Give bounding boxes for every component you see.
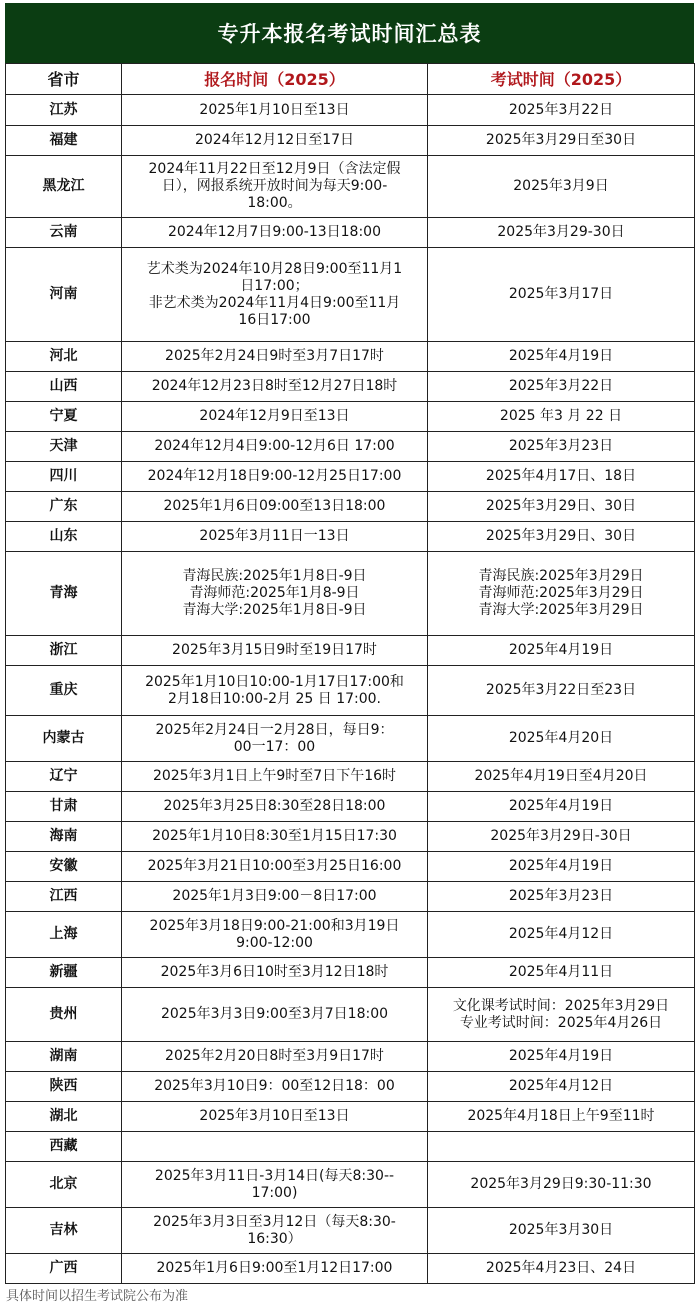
province-cell: 河北 [6,342,122,372]
table-row [6,492,695,522]
registration-cell: 2024年12月7日9:00-13日18:00 [122,218,428,248]
table-row [6,852,695,882]
province-cell: 新疆 [6,958,122,988]
registration-cell: 2024年12月18日9:00-12月25日17:00 [122,462,428,492]
table-row [6,882,695,912]
registration-cell: 2025年3月18日9:00-21:00和3月19日 9:00-12:00 [122,912,428,958]
table-row [6,402,695,432]
exam-cell: 2025年3月29-30日 [428,218,695,248]
exam-cell: 2025 年3 月 22 日 [428,402,695,432]
exam-cell: 2025年3月30日 [428,1208,695,1254]
province-cell: 广西 [6,1254,122,1284]
province-cell: 西藏 [6,1132,122,1162]
table-row [6,912,695,958]
table-row [6,462,695,492]
registration-cell: 2025年3月10日9：00至12日18：00 [122,1072,428,1102]
header-registration: 报名时间（2025） [122,64,428,95]
province-cell: 天津 [6,432,122,462]
exam-cell: 2025年4月19日 [428,852,695,882]
table-row [6,342,695,372]
exam-cell: 2025年4月12日 [428,1072,695,1102]
province-cell: 吉林 [6,1208,122,1254]
header-row [6,64,695,95]
table-body [6,95,695,1284]
registration-cell: 2024年12月9日至13日 [122,402,428,432]
table-row [6,1162,695,1208]
exam-cell: 2025年3月22日 [428,95,695,126]
table-row [6,762,695,792]
table-row [6,95,695,126]
exam-cell: 2025年3月29日至30日 [428,126,695,156]
province-cell: 上海 [6,912,122,958]
registration-cell: 2025年3月10日至13日 [122,1102,428,1132]
exam-cell: 2025年4月19日 [428,636,695,666]
exam-cell: 2025年3月29日、30日 [428,492,695,522]
exam-cell: 2025年4月18日上午9至11时 [428,1102,695,1132]
table-row [6,792,695,822]
registration-cell: 2025年1月6日9:00至1月12日17:00 [122,1254,428,1284]
registration-cell: 2025年1月10日8:30至1月15日17:30 [122,822,428,852]
table-row [6,666,695,716]
province-cell: 甘肃 [6,792,122,822]
table-row [6,372,695,402]
exam-cell: 2025年4月19日至4月20日 [428,762,695,792]
table-row [6,156,695,218]
exam-cell: 2025年3月29日-30日 [428,822,695,852]
exam-cell: 2025年3月22日 [428,372,695,402]
province-cell: 北京 [6,1162,122,1208]
exam-cell: 2025年4月19日 [428,1042,695,1072]
table-row [6,522,695,552]
header-province: 省市 [6,64,122,95]
exam-cell: 2025年4月23日、24日 [428,1254,695,1284]
exam-cell: 2025年4月12日 [428,912,695,958]
registration-cell: 艺术类为2024年10月28日9:00至11月1 日17:00； 非艺术类为2024年11月4日9:00至11月 16日17:00 [122,248,428,342]
province-cell: 江西 [6,882,122,912]
exam-cell: 2025年4月20日 [428,716,695,762]
table-row [6,218,695,248]
exam-cell: 2025年3月9日 [428,156,695,218]
exam-cell [428,1132,695,1162]
table-row [6,636,695,666]
province-cell: 山东 [6,522,122,552]
registration-cell: 2025年1月6日09:00至13日18:00 [122,492,428,522]
province-cell: 青海 [6,552,122,636]
table-row [6,822,695,852]
table-row [6,988,695,1042]
province-cell: 安徽 [6,852,122,882]
exam-cell: 文化课考试时间：2025年3月29日 专业考试时间：2025年4月26日 [428,988,695,1042]
table-row [6,1042,695,1072]
table-row [6,432,695,462]
registration-cell: 2024年12月23日8时至12月27日18时 [122,372,428,402]
registration-cell: 2025年2月24日一2月28日，每日9： 00一17：00 [122,716,428,762]
table-row [6,552,695,636]
table-row [6,958,695,988]
exam-cell: 2025年4月19日 [428,342,695,372]
registration-cell: 2025年3月1日上午9时至7日下午16时 [122,762,428,792]
registration-cell: 2025年1月10日至13日 [122,95,428,126]
registration-cell: 2025年2月24日9时至3月7日17时 [122,342,428,372]
exam-cell: 2025年4月17日、18日 [428,462,695,492]
table-row [6,1208,695,1254]
registration-cell: 2025年3月6日10时至3月12日18时 [122,958,428,988]
exam-cell: 2025年3月29日9:30-11:30 [428,1162,695,1208]
registration-cell [122,1132,428,1162]
province-cell: 浙江 [6,636,122,666]
registration-cell: 2025年3月3日至3月12日（每天8:30- 16:30） [122,1208,428,1254]
exam-cell: 2025年3月23日 [428,882,695,912]
province-cell: 贵州 [6,988,122,1042]
header-exam: 考试时间（2025） [428,64,695,95]
province-cell: 云南 [6,218,122,248]
exam-cell: 2025年3月29日、30日 [428,522,695,552]
province-cell: 辽宁 [6,762,122,792]
exam-cell: 2025年4月11日 [428,958,695,988]
registration-cell: 2025年2月20日8时至3月9日17时 [122,1042,428,1072]
province-cell: 内蒙古 [6,716,122,762]
registration-cell: 2024年11月22日至12月9日（含法定假 日），网报系统开放时间为每天9:00- 18:00。 [122,156,428,218]
province-cell: 陕西 [6,1072,122,1102]
registration-cell: 2025年3月11日-3月14日(每天8:30-- 17:00) [122,1162,428,1208]
exam-cell: 2025年3月17日 [428,248,695,342]
province-cell: 黑龙江 [6,156,122,218]
province-cell: 海南 [6,822,122,852]
province-cell: 广东 [6,492,122,522]
registration-cell: 2025年3月25日8:30至28日18:00 [122,792,428,822]
registration-cell: 2024年12月4日9:00-12月6日 17:00 [122,432,428,462]
registration-cell: 青海民族:2025年1月8日-9日 青海师范:2025年1月8-9日 青海大学:2025年1月8日-9日 [122,552,428,636]
province-cell: 福建 [6,126,122,156]
table-row [6,126,695,156]
province-cell: 四川 [6,462,122,492]
exam-cell: 2025年3月23日 [428,432,695,462]
province-cell: 江苏 [6,95,122,126]
table-row [6,716,695,762]
table-row [6,248,695,342]
registration-cell: 2025年3月11日一13日 [122,522,428,552]
schedule-table [5,63,695,1284]
registration-cell: 2024年12月12日至17日 [122,126,428,156]
footnote: 具体时间以招生考试院公布为准 [6,1289,189,1304]
province-cell: 湖北 [6,1102,122,1132]
table-row [6,1102,695,1132]
exam-cell: 青海民族:2025年3月29日 青海师范:2025年3月29日 青海大学:2025年3月29日 [428,552,695,636]
registration-cell: 2025年1月3日9:00－8日17:00 [122,882,428,912]
exam-cell: 2025年3月22日至23日 [428,666,695,716]
province-cell: 重庆 [6,666,122,716]
province-cell: 山西 [6,372,122,402]
registration-cell: 2025年3月3日9:00至3月7日18:00 [122,988,428,1042]
registration-cell: 2025年3月15日9时至19日17时 [122,636,428,666]
province-cell: 宁夏 [6,402,122,432]
exam-cell: 2025年4月19日 [428,792,695,822]
registration-cell: 2025年1月10日10:00-1月17日17:00和 2月18日10:00-2月 25 日 17:00. [122,666,428,716]
table-title: 专升本报名考试时间汇总表 [5,3,694,63]
table-row [6,1132,695,1162]
province-cell: 河南 [6,248,122,342]
table-row [6,1254,695,1284]
registration-cell: 2025年3月21日10:00至3月25日16:00 [122,852,428,882]
table-row [6,1072,695,1102]
province-cell: 湖南 [6,1042,122,1072]
